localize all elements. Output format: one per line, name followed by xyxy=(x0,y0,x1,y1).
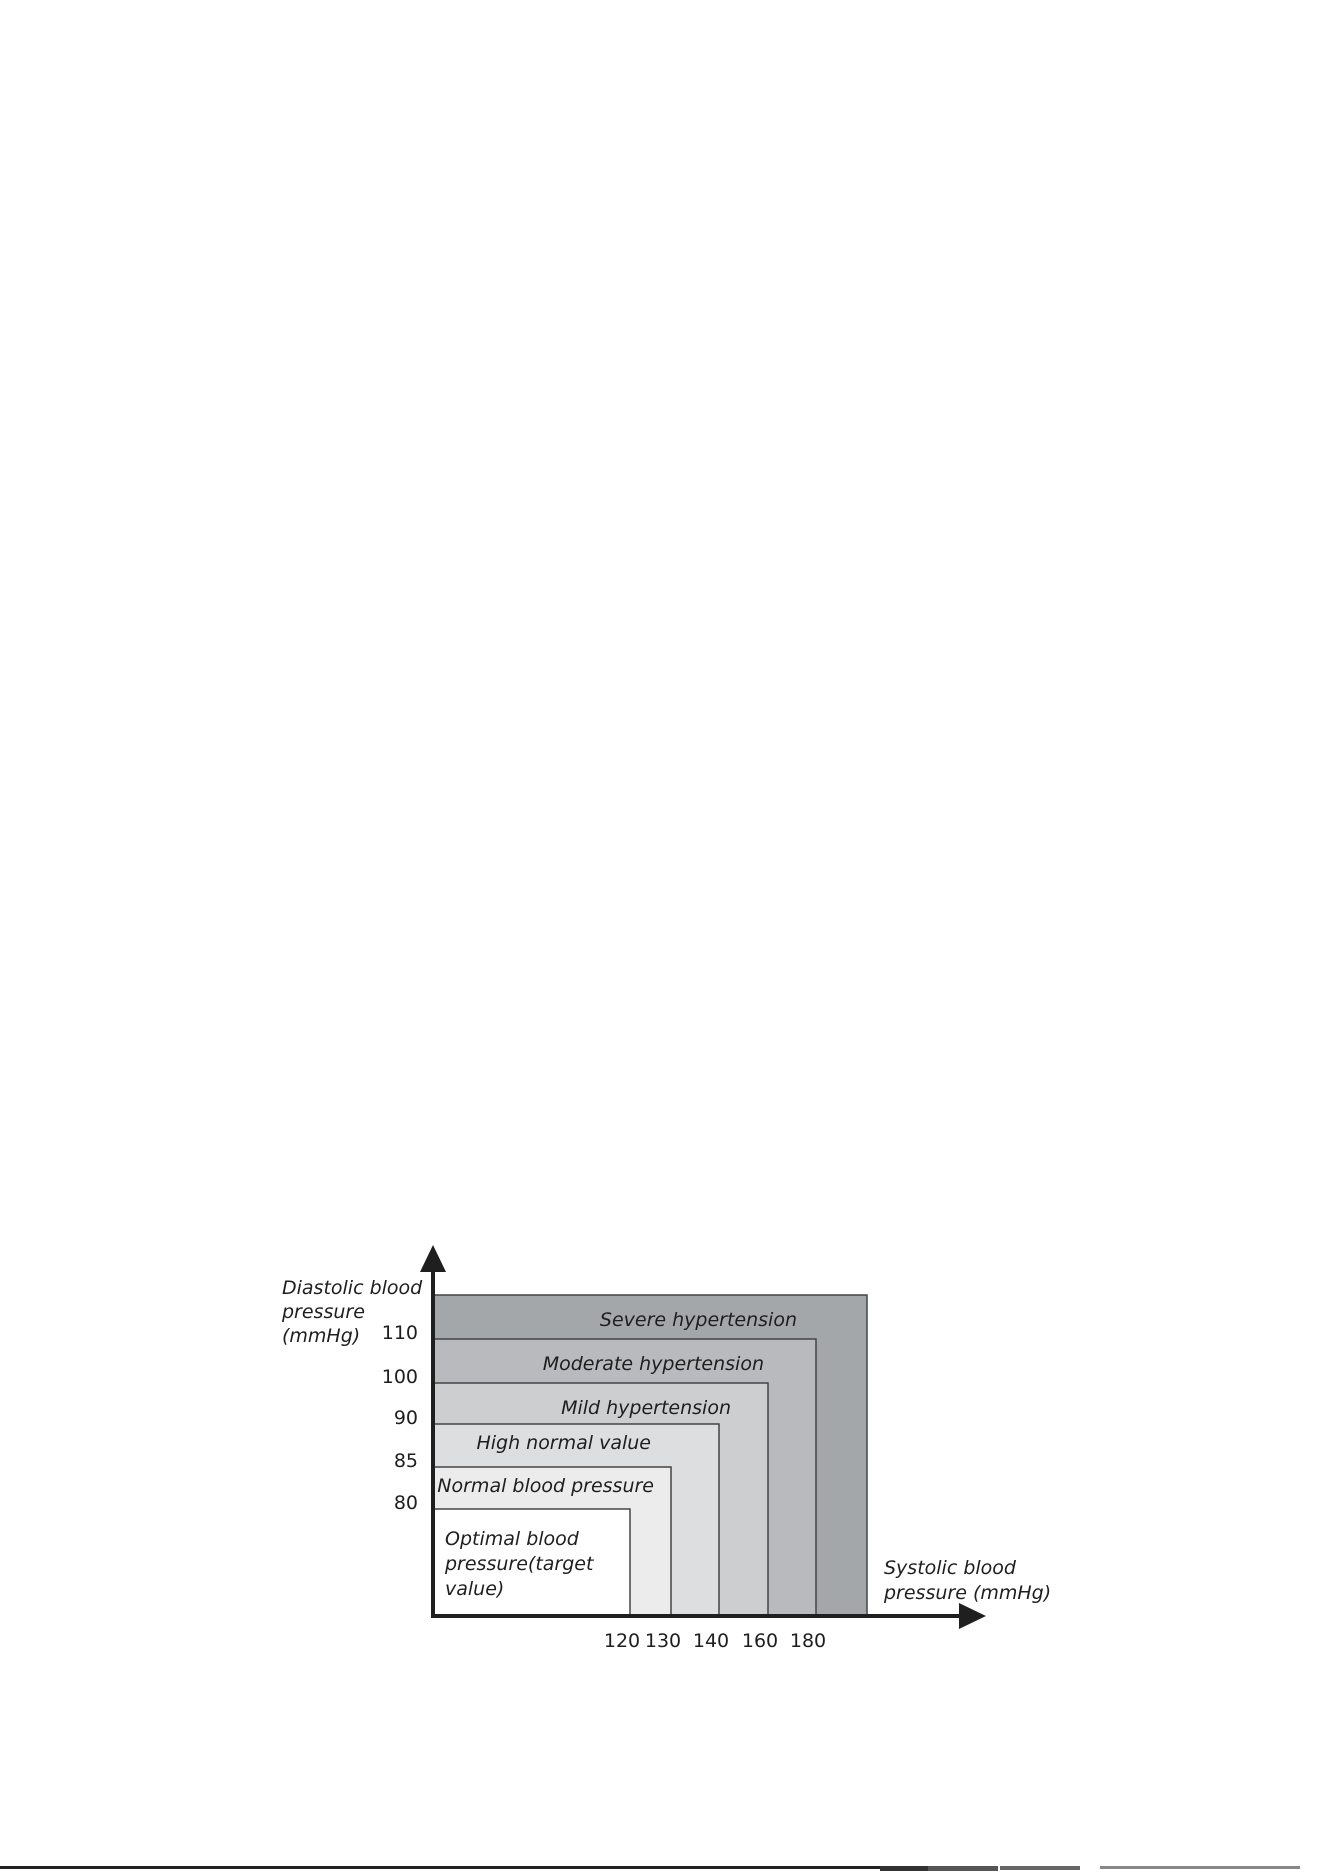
x-tick-130: 130 xyxy=(644,1630,682,1652)
x-axis-arrow-icon xyxy=(959,1603,986,1629)
footer-line-segment xyxy=(928,1866,998,1871)
y-tick-80: 80 xyxy=(393,1492,418,1514)
region-label-severe-hypertension: Severe hypertension xyxy=(599,1309,797,1331)
x-tick-labels xyxy=(604,1630,826,1652)
footer-line xyxy=(0,1866,880,1869)
x-tick-140: 140 xyxy=(692,1630,730,1652)
y-tick-90: 90 xyxy=(393,1407,418,1429)
x-axis-label: Systolic blood pressure (mmHg) xyxy=(884,1557,1052,1604)
y-axis-arrow-icon xyxy=(420,1245,446,1272)
y-axis-label: Diastolic blood pressure (mmHg) xyxy=(282,1277,423,1347)
page-footer-strip xyxy=(0,1866,1324,1872)
region-label-moderate-hypertension: Moderate hypertension xyxy=(542,1353,764,1375)
y-tick-100: 100 xyxy=(381,1366,418,1388)
footer-line-segment xyxy=(1000,1866,1080,1870)
x-tick-160: 160 xyxy=(741,1630,779,1652)
region-label-normal-blood-pressure: Normal blood pressure xyxy=(437,1475,654,1497)
y-tick-labels xyxy=(382,1322,418,1514)
y-tick-85: 85 xyxy=(393,1450,418,1472)
region-label-mild-hypertension: Mild hypertension xyxy=(561,1397,731,1419)
x-tick-120: 120 xyxy=(603,1630,641,1652)
region-label-optimal-blood-pressure-target-value: Optimal blood pressure(target value) xyxy=(445,1528,594,1600)
region-label-high-normal-value: High normal value xyxy=(476,1432,651,1454)
footer-line-segment xyxy=(1100,1866,1300,1869)
y-tick-110: 110 xyxy=(381,1322,418,1344)
x-tick-180: 180 xyxy=(789,1630,827,1652)
footer-line-segment xyxy=(880,1866,936,1871)
